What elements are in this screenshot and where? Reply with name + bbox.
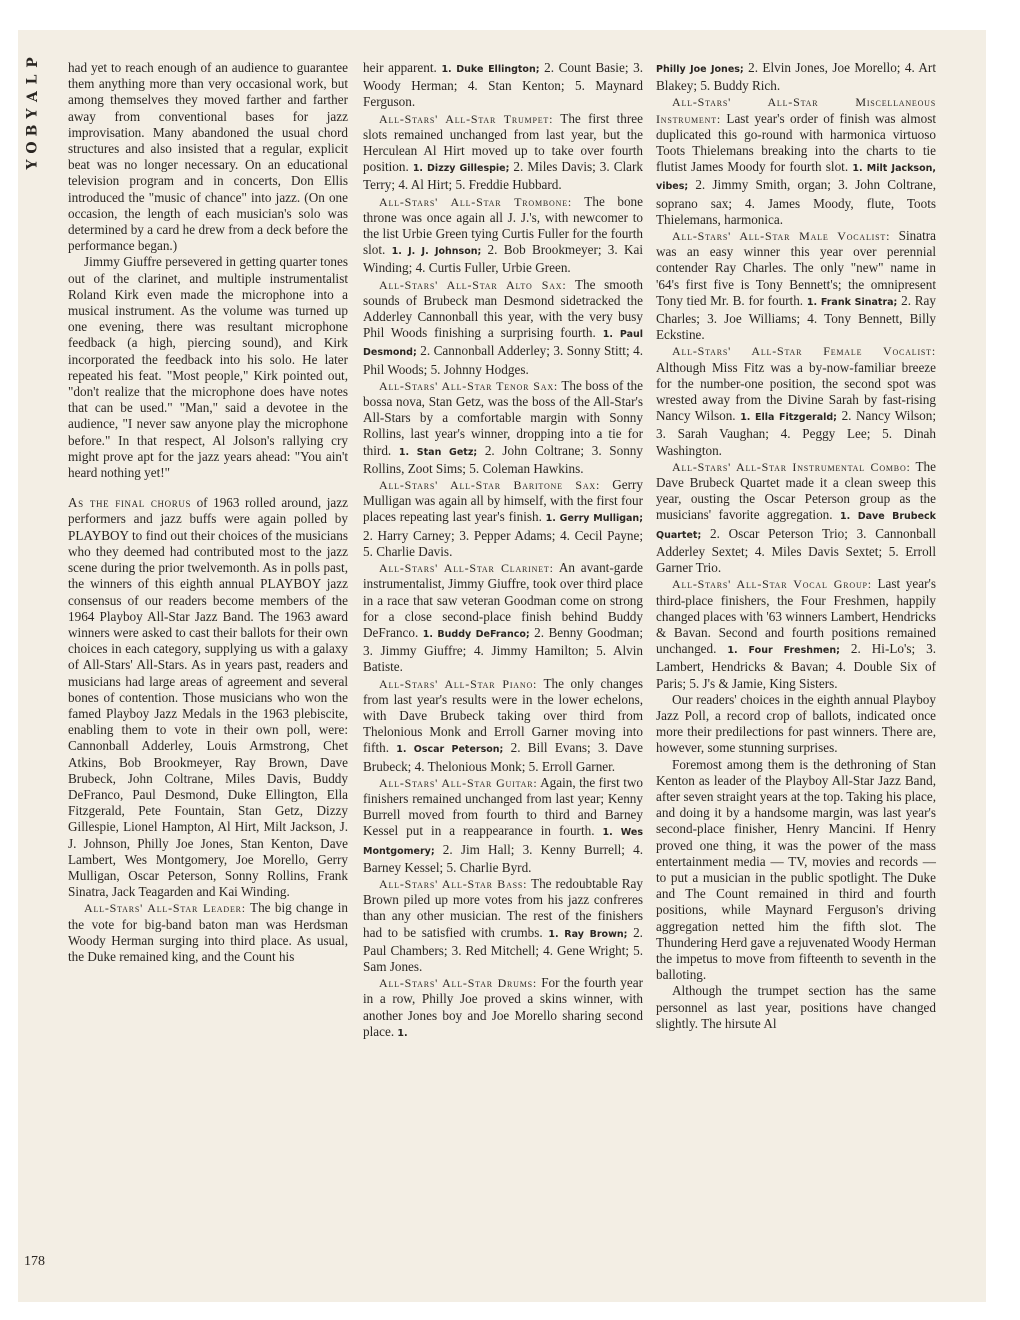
first-place-winner: 1. Oscar Peterson; (396, 744, 504, 756)
paragraph-text: Sinatra was an easy winner this year over perennial contender Ray Charles. The only "new" name in '64's first five is Tony Bennett's; the omnipresent Tony tied Mr. B. for fourth. (656, 228, 937, 308)
category-paragraph (363, 676, 643, 775)
playboy-spine-logo (18, 54, 48, 173)
first-place-winner: 1. J. J. Johnson; (391, 246, 482, 258)
first-place-winner: 1. Gerry Mulligan; (545, 513, 643, 525)
category-paragraph (363, 277, 643, 378)
first-place-winner: 1. (397, 1027, 408, 1039)
first-place-winner: Philly Joe Jones; (656, 64, 744, 75)
category-heading: All-Stars' All-Star Guitar: (379, 775, 538, 790)
first-place-winner: 1. Buddy DeFranco; (422, 628, 530, 640)
category-paragraph (656, 94, 936, 228)
spine-letter: Y (24, 108, 41, 119)
body-paragraph (656, 983, 936, 1032)
category-heading: All-Stars' All-Star Female Vocalist: (672, 344, 936, 359)
category-heading: All-Stars' All-Star Drums: (379, 976, 538, 991)
paragraph-text: Again, the first two finishers remained unchanged from last year; Kenny Burrell moved from fourth to third and Barney Kessel put in a reappearance in fourth. (363, 774, 643, 839)
paragraph-text: Last year's order of finish was almost duplicated this go-round with harmonica virtuoso Toots Thielemans breaking into the charts to tie flutist James Moody for fourth slot. (656, 110, 936, 175)
category-heading: All-Stars' All-Star Piano: (379, 676, 538, 691)
paragraph-text: The Dave Brubeck Quartet made it a clean sweep this year, ousting the Oscar Peterson group as the musicians' favorite aggregation. (656, 458, 937, 523)
spine-letter: A (24, 91, 41, 102)
paragraph-text: 2. Nancy Wilson; 3. Sarah Vaughan; 4. Peggy Lee; 5. Dinah Washington. (656, 408, 937, 458)
paragraph-text: An avant-garde instrumentalist, Jimmy Giuffre, took over third place in a race that saw veteran Goodman come on strong for a close second-place finish behind Buddy DeFranco. (363, 560, 644, 640)
paragraph-text: 2. John Coltrane; 3. Sonny Rollins, Zoot Sims; 5. Coleman Hawkins. (363, 442, 643, 476)
category-heading: All-Stars' All-Star Tenor Sax: (379, 378, 559, 393)
paragraph-text: had yet to reach enough of an audience to guarantee them anything more than very occasional work, but among themselves they moved farther and farther away from conventional bases for jazz improvisation. Many abandoned the usual chord structures and also insisted that a regular, explicit beat was no longer necessary. On an educational television program and in concerts, Don Ellis introduced the "music of chance" into jazz. (On one occasion, the length of each musician's solo was determined by a card he drew from a deck before the performance began.) (68, 60, 348, 254)
category-heading: All-Stars' All-Star Instrumental Combo: (672, 459, 911, 474)
first-place-winner: 1. Wes Montgomery; (363, 827, 643, 857)
first-place-winner: 1. Paul Desmond; (363, 329, 643, 359)
category-paragraph (363, 775, 643, 876)
paragraph-text: 2. Jimmy Smith, organ; 3. John Coltrane, soprano sax; 4. James Moody, flute, Toots Thielemans, harmonica. (656, 177, 936, 227)
body-paragraph (68, 254, 348, 481)
first-place-winner: 1. Ray Brown; (548, 928, 628, 940)
paragraph-text: Our readers' choices in the eighth annual Playboy Jazz Poll, a record crop of ballots, indicated once more their predilections for past winners. There are, however, some stunning surprises. (656, 691, 936, 756)
paragraph-text: 2. Miles Davis; 3. Clark Terry; 4. Al Hirt; 5. Freddie Hubbard. (363, 159, 643, 193)
column-2 (363, 60, 643, 1042)
first-place-winner: 1. Dizzy Gillespie; (412, 163, 510, 175)
paragraph-text: The bone throne was once again all J. J.'s, with newcomer to the list Urbie Green tying Curtis Fuller for the fourth slot. (363, 193, 643, 258)
first-place-winner: 1. Duke Ellington; (441, 64, 540, 75)
paragraph-text: 2. Bill Evans; 3. Dave Brubeck; 4. Thelonious Monk; 5. Erroll Garner. (363, 740, 643, 774)
category-heading: All-Stars' All-Star Bass: (379, 876, 528, 891)
column-1 (68, 60, 348, 965)
paragraph-text: 2. Jim Hall; 3. Kenny Burrell; 4. Barney Kessel; 5. Charlie Byrd. (363, 841, 643, 875)
page-number: 178 (24, 1254, 45, 1269)
paragraph-text: Jimmy Giuffre persevered in getting quarter tones out of the clarinet, and multiple instrumentalist Roland Kirk even made the microphone into a musical instrument. As the volume was turned up one evening, there was resultant microphone feedback (a high, piercing sound), and Kirk incorporated the feedback into his solo. He later repeated his feat. "Most people," Kirk pointed out, "don't realize that the microphone does have notes that can be used." "Man," said a devotee in the audience, "I never saw anyone play the microphone before." In that respect, Al Jolson's rallying cry might prove apt for the jazz years ahead: "You ain't heard nothing yet!" (68, 254, 348, 481)
category-paragraph (363, 194, 643, 277)
category-paragraph (656, 576, 936, 691)
body-paragraph (656, 757, 936, 984)
category-paragraph (363, 560, 643, 675)
category-paragraph (363, 378, 643, 477)
paragraph-text: of 1963 rolled around, jazz performers and jazz buffs were again polled by PLAYBOY to find out their choices of the musicians who they deemed had contributed most to the jazz scene during the prior twelvemonth. As in polls past, the winners of this eighth annual PLAYBOY jazz consensus of our readers become members of the 1964 Playboy All-Star Jazz Band. The 1963 award winners were asked to cast their ballots for their own choices in each category, supplying us with a galaxy of All-Stars' All-Stars. As in years past, readers and musicians had large areas of agreement and several bones of contention. Those musicians who won the famed Playboy Jazz Medals in the 1963 plebiscite, enabling them to vote in their own poll, were: Cannonball Adderley, Louis Armstrong, Chet Atkins, Bob Brookmeyer, Ray Brown, Dave Brubeck, John Coltrane, Miles Davis, Buddy DeFranco, Paul Desmond, Duke Ellington, Ella Fitzgerald, Pete Fountain, Stan Getz, Dizzy Gillespie, Lionel Hampton, Al Hirt, Milt Jackson, J. J. Johnson, Philly Joe Jones, Stan Kenton, Dave Lambert, Wes Montgomery, Joe Morello, Gerry Mulligan, Oscar Peterson, Sonny Rollins, Frank Sinatra, Jack Teagarden and Kai Winding. (68, 495, 348, 900)
first-place-winner: 1. Ella Fitzgerald; (740, 412, 837, 424)
paragraph-text: 2. Harry Carney; 3. Pepper Adams; 4. Cecil Payne; 5. Charlie Davis. (363, 527, 643, 559)
category-heading: All-Stars' All-Star Vocal Group: (672, 577, 872, 592)
category-heading: All-Stars' All-Star Trumpet: (379, 111, 554, 126)
paragraph-text: For the fourth year in a row, Philly Joe proved a skins winner, with another Jones boy and Joe Morello sharing second place. (363, 975, 643, 1039)
paragraph-text: Although Miss Fitz was a by-now-familiar breeze for the number-one position, the second spot was wrested away from the Divine Sarah by fast-rising Nancy Wilson. (656, 359, 936, 424)
paragraph-text: 2. Cannonball Adderley; 3. Sonny Stitt; 4. Phil Woods; 5. Johnny Hodges. (363, 343, 643, 377)
first-place-winner: 1. Stan Getz; (398, 446, 478, 458)
paragraph-text: The boss of the bossa nova, Stan Getz, was the boss of the All-Star's All-Stars by a comfortable margin with Sonny Rollins, last year's winner, dropping into a tie for third. (363, 377, 644, 458)
first-place-winner: 1. Milt Jackson, vibes; (656, 163, 936, 193)
spine-letter: P (24, 57, 41, 68)
paragraph-text: Last year's third-place finishers, the Four Freshmen, happily changed places with '63 winners Lambert, Hendricks & Bavan. Second and fourth positions remained unchanged. (656, 576, 936, 657)
spine-letter: Y (24, 159, 41, 170)
spine-letter: B (24, 124, 41, 137)
category-paragraph (656, 459, 936, 576)
category-paragraph (363, 111, 643, 194)
paragraph-text: The big change in the vote for big-band baton man was Herdsman Woody Herman surging into third place. As usual, the Duke remained king, and the Count his (68, 900, 348, 964)
body-paragraph (656, 60, 936, 94)
body-paragraph (68, 495, 348, 900)
paragraph-text: 2. Paul Chambers; 3. Red Mitchell; 4. Gene Wright; 5. Sam Jones. (363, 924, 643, 974)
paragraph-text: The first three slots remained unchanged from last year, but the Herculean Al Hirt moved up to take over fourth position. (363, 110, 643, 175)
first-place-winner: 1. Frank Sinatra; (806, 296, 898, 308)
paragraph-text: heir apparent. (363, 60, 442, 75)
category-heading: All-Stars' All-Star Clarinet: (379, 561, 554, 576)
paragraph-text: Gerry Mulligan was again all by himself, with the first four places repeating last year's finish. (363, 477, 643, 525)
column-3 (656, 60, 936, 1032)
category-paragraph (363, 876, 643, 975)
paragraph-text: Foremost among them is the dethroning of Stan Kenton as leader of the Playboy All-Star Jazz Band, after seven straight years at the top. Taking his place, and doing it by a handsome margin, was last year's second-place finisher, Henry Mancini. If Henry proved one thing, it was the power of the mass entertainment media — TV, movies and records — to put a musician in the public spotlight. The Duke and The Count remained in third and fourth positions, while Maynard Ferguson's driving aggregation netted him the fifth slot. The Thundering Herd gave a rejuvenated Woody Herman the impetus to move from fifteenth to seventh in the balloting. (656, 756, 936, 983)
category-paragraph (656, 228, 936, 343)
paragraph-text: 2. Count Basie; 3. Woody Herman; 4. Stan Kenton; 5. Maynard Ferguson. (363, 60, 643, 110)
paragraph-text: 2. Ray Charles; 3. Joe Williams; 4. Tony Bennett, Billy Eckstine. (656, 292, 937, 343)
category-paragraph (363, 477, 643, 560)
category-heading: All-Stars' All-Star Miscellaneous Instrument: (656, 95, 936, 126)
paragraph-text: The redoubtable Ray Brown piled up more votes from his jazz confreres than any other musician. The rest of the finishers had to be satisfied with crumbs. (363, 875, 643, 940)
first-place-winner: 1. Four Freshmen; (727, 645, 840, 657)
category-heading: All-Stars' All-Star Alto Sax: (379, 277, 567, 292)
category-paragraph (363, 975, 643, 1042)
paragraph-text: 2. Benny Goodman; 3. Jimmy Giuffre; 4. Jimmy Hamilton; 5. Alvin Batiste. (363, 624, 643, 675)
category-heading: All-Stars' All-Star Trombone: (379, 194, 573, 209)
paragraph-text: Although the trumpet section has the same personnel as last year, positions have changed slightly. The hirsute Al (656, 983, 936, 1031)
section-lead-in: As the final chorus (68, 495, 192, 511)
category-heading: All-Stars' All-Star Male Vocalist: (672, 229, 891, 244)
paragraph-text: The smooth sounds of Brubeck man Desmond sidetracked the Adderley Cannonball this year, with the very busy Phil Woods finishing a surprising fourth. (363, 276, 643, 341)
body-paragraph (68, 60, 348, 254)
spine-letter: L (24, 74, 41, 85)
paragraph-text: 2. Elvin Jones, Joe Morello; 4. Art Blakey; 5. Buddy Rich. (656, 60, 936, 94)
body-paragraph (363, 60, 643, 111)
paragraph-text: 2. Bob Brookmeyer; 3. Kai Winding; 4. Curtis Fuller, Urbie Green. (363, 242, 644, 276)
paragraph-text: 2. Hi-Lo's; 3. Lambert, Hendricks & Bavan; 4. Double Six of Paris; 5. J's & Jamie, King Sisters. (656, 641, 937, 691)
body-paragraph (656, 692, 936, 757)
spine-letter: O (24, 141, 41, 154)
category-paragraph (68, 900, 348, 965)
category-heading: All-Stars' All-Star Baritone Sax: (379, 478, 601, 493)
paragraph-text: The only changes from last year's results were in the lower echelons, with Dave Brubeck taking over third from Thelonious Monk and Erroll Garner moving into fifth. (363, 675, 643, 756)
paragraph-text: 2. Oscar Peterson Trio; 3. Cannonball Adderley Sextet; 4. Miles Davis Sextet; 5. Erroll Garner Trio. (656, 525, 936, 576)
category-paragraph (656, 343, 936, 458)
first-place-winner: 1. Dave Brubeck Quartet; (656, 511, 936, 541)
category-heading: All-Stars' All-Star Leader: (84, 901, 246, 916)
